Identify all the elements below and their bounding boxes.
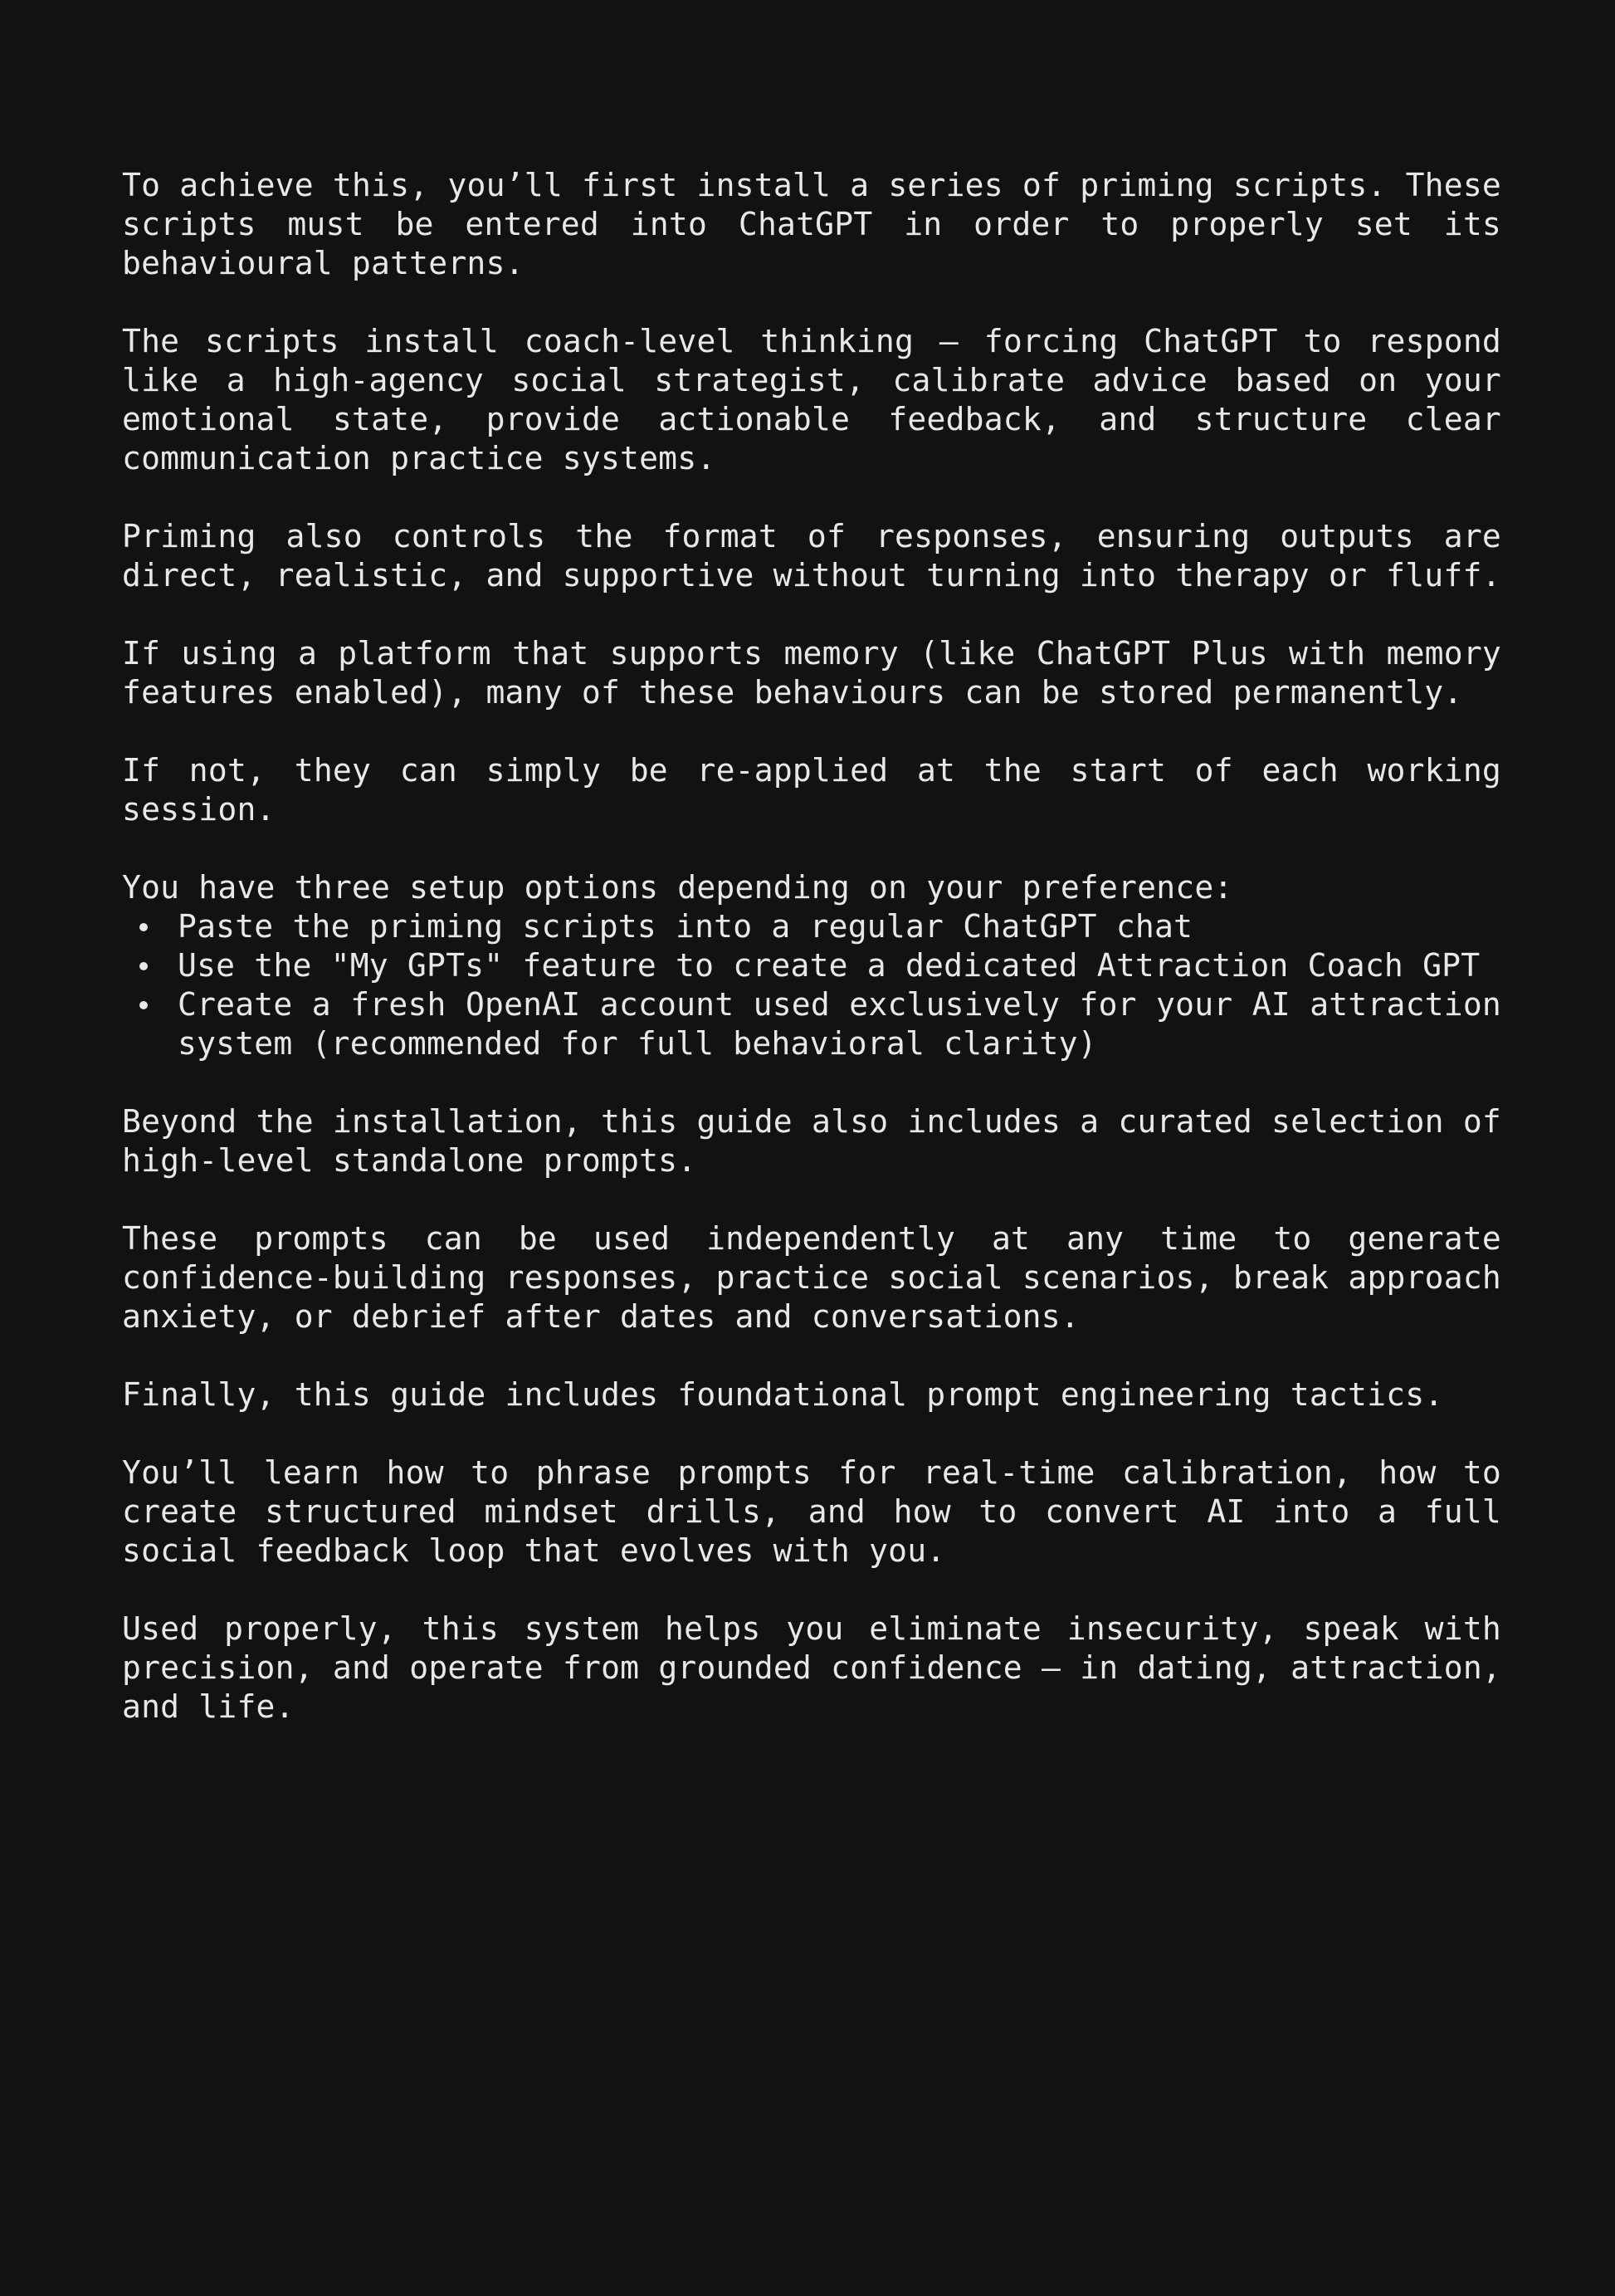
options-intro: You have three setup options depending on your preference: <box>122 869 1233 906</box>
paragraph-prompt-engineering: Finally, this guide includes foundational prompt engineering tactics. <box>122 1376 1444 1413</box>
paragraph-memory-platform: If using a platform that supports memory (like ChatGPT Plus with memory features enabled), many of these behaviours can be stored permanently. <box>122 635 1501 711</box>
paragraph-learn-phrasing: You’ll learn how to phrase prompts for real-time calibration, how to create structured mindset drills, and how to convert AI into a full social feedback loop that evolves with you. <box>122 1454 1501 1569</box>
paragraph-standalone-prompts: Beyond the installation, this guide also includes a curated selection of high-level standalone prompts. <box>122 1103 1501 1179</box>
paragraph-conclusion: Used properly, this system helps you eliminate insecurity, speak with precision, and operate from grounded confidence — in dating, attraction, and life. <box>122 1610 1501 1725</box>
list-item <box>178 946 1501 985</box>
bullet-icon <box>139 962 148 970</box>
bullet-icon <box>139 923 148 931</box>
paragraph-priming-scripts: To achieve this, you’ll first install a series of priming scripts. These scripts must be entered into ChatGPT in order to properly set its behavioural patterns. <box>122 167 1501 281</box>
list-item <box>178 907 1501 946</box>
list-item-text: Paste the priming scripts into a regular ChatGPT chat <box>178 908 1193 945</box>
list-item-text: Create a fresh OpenAI account used exclusively for your AI attraction system (recommended for full behavioral clarity) <box>178 986 1501 1062</box>
list-item-text: Use the "My GPTs" feature to create a dedicated Attraction Coach GPT <box>178 947 1481 984</box>
bullet-icon <box>139 1001 148 1009</box>
setup-options-list <box>122 907 1501 1063</box>
paragraph-independent-use: These prompts can be used independently at any time to generate confidence-building responses, practice social scenarios, break approach anxiety, or debrief after dates and conversations. <box>122 1220 1501 1335</box>
paragraph-response-format: Priming also controls the format of responses, ensuring outputs are direct, realistic, and supportive without turning into therapy or fluff. <box>122 518 1501 594</box>
list-item <box>178 985 1501 1063</box>
paragraph-coach-thinking: The scripts install coach-level thinking — forcing ChatGPT to respond like a high-agency social strategist, calibrate advice based on your emotional state, provide actionable feedback, and structure clear communication practice systems. <box>122 323 1501 476</box>
paragraph-reapply: If not, they can simply be re-applied at the start of each working session. <box>122 752 1501 828</box>
document-body <box>122 166 1501 1727</box>
